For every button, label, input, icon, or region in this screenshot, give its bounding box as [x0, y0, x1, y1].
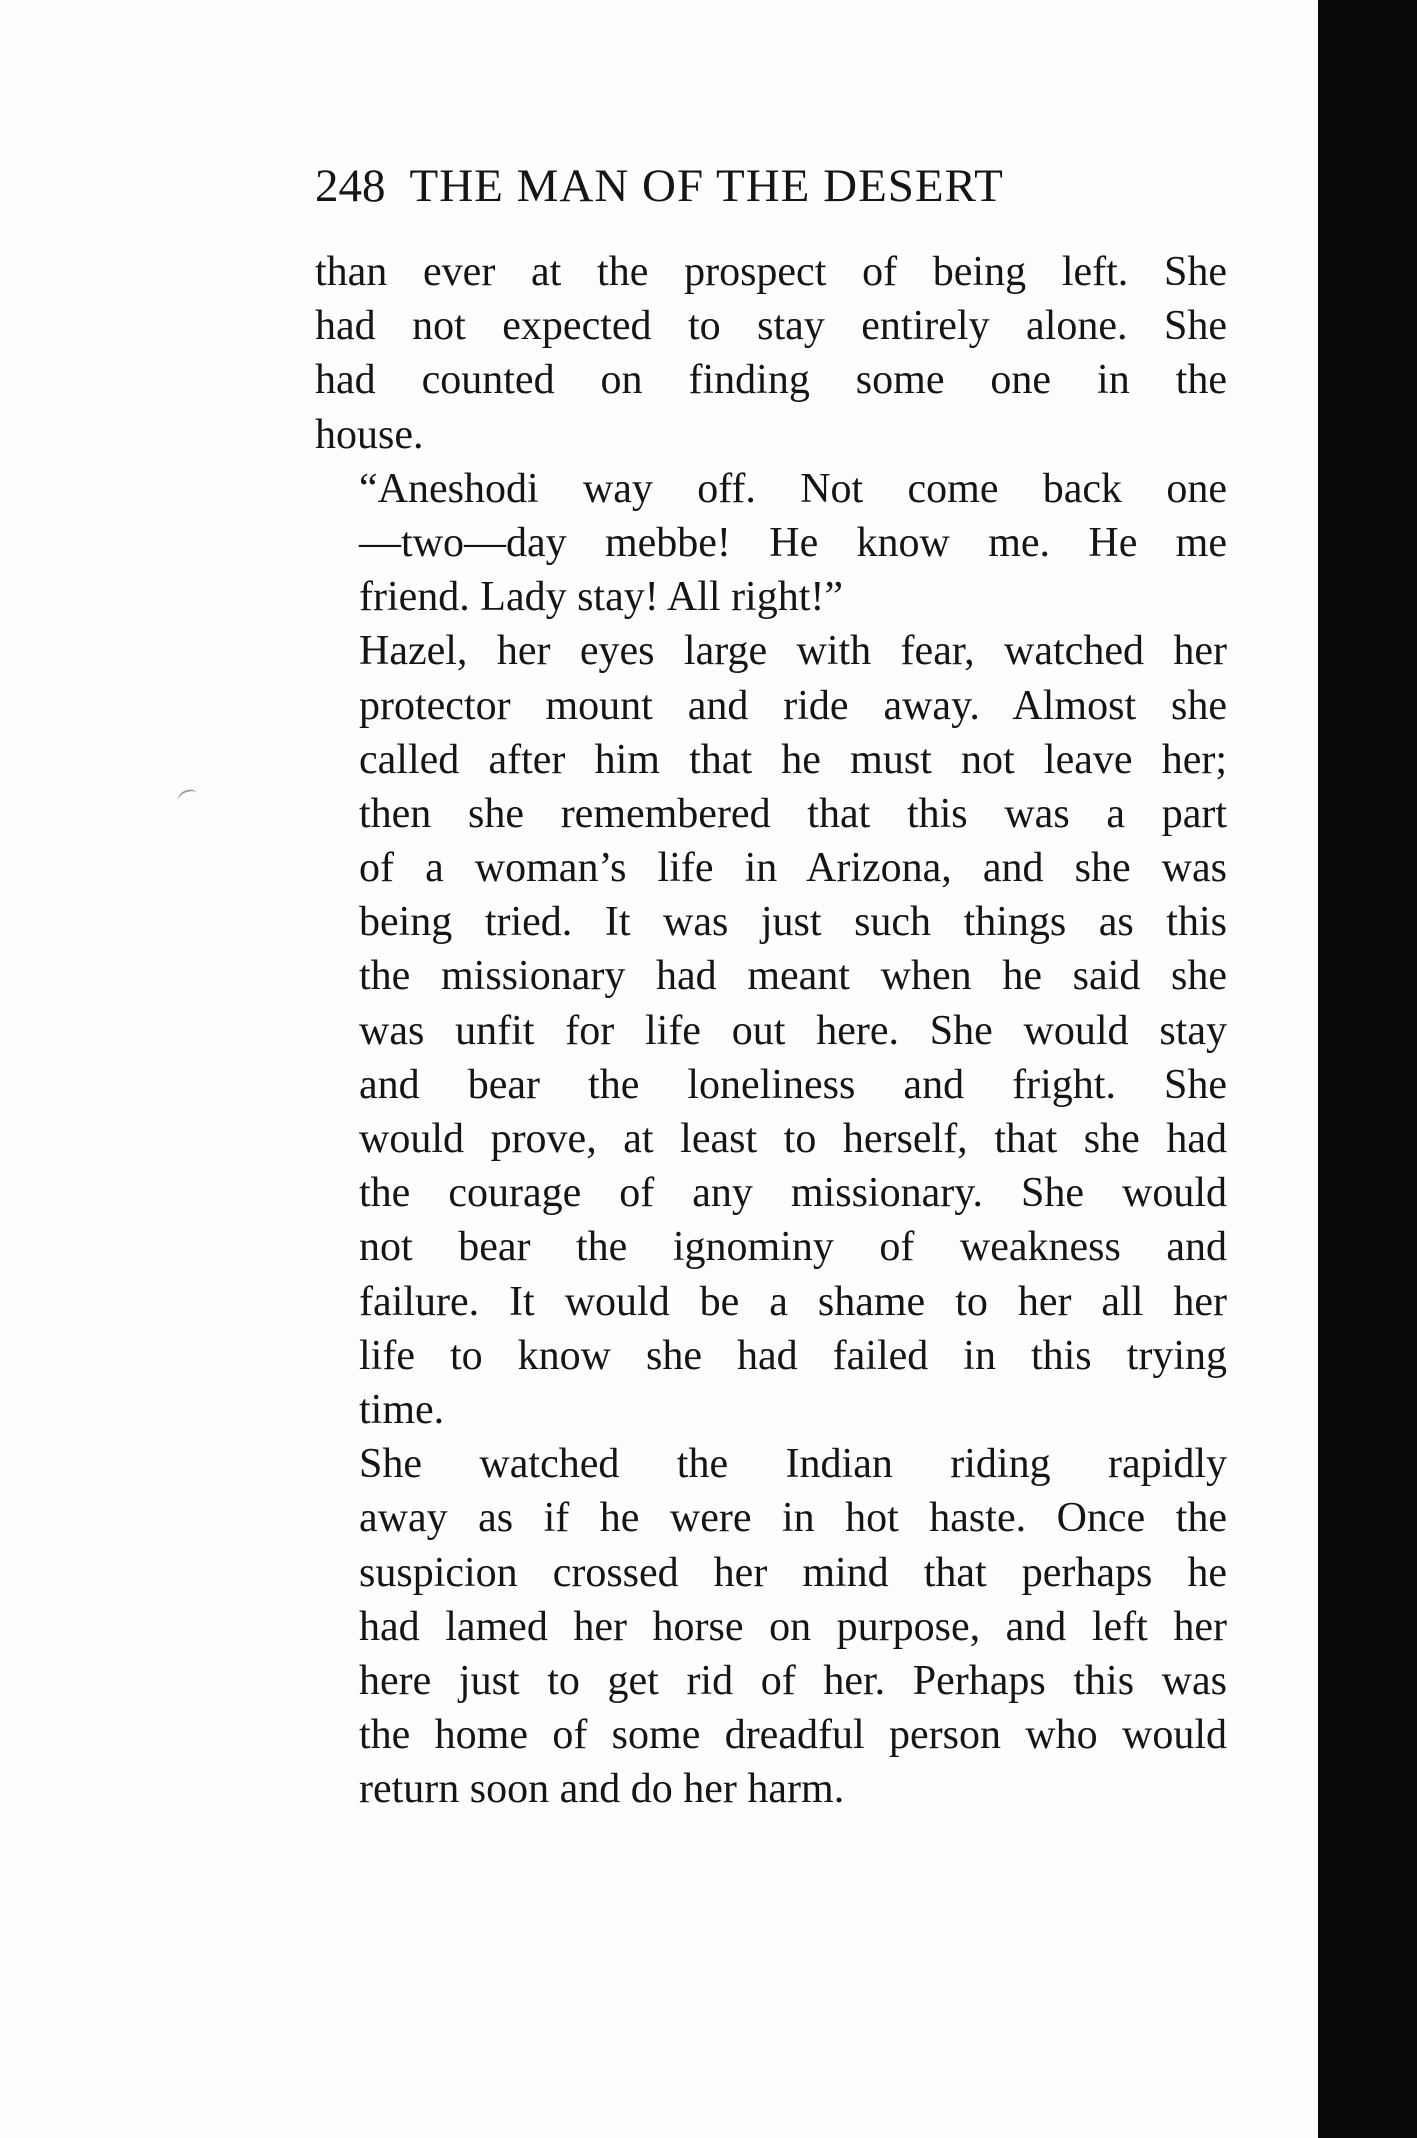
text-line: Hazel, her eyes large with fear, watched her [359, 628, 1227, 675]
paragraph [315, 624, 1227, 1437]
text-line: time. [359, 1386, 445, 1433]
text-line: —two—day mebbe! He know me. He me [359, 519, 1227, 566]
text-line: then she remembered that this was a part [359, 790, 1227, 837]
running-title: THE MAN OF THE DESERT [409, 160, 1004, 212]
text-line: friend. Lady stay! All right!” [359, 574, 844, 621]
text-line: had counted on finding some one in the [315, 357, 1227, 404]
text-line: “Aneshodi way off. Not come back one [359, 465, 1227, 512]
page-number: 248 [315, 160, 386, 212]
binding-edge-shadow [1318, 0, 1417, 2138]
text-line: here just to get rid of her. Perhaps this was [359, 1657, 1227, 1704]
body-text [315, 245, 1227, 1816]
text-line: not bear the ignominy of weakness and [359, 1224, 1227, 1271]
text-line: life to know she had failed in this trying [359, 1332, 1227, 1379]
text-line: the courage of any missionary. She would [359, 1170, 1227, 1217]
stray-pencil-mark [176, 787, 200, 807]
text-line: suspicion crossed her mind that perhaps he [359, 1549, 1227, 1596]
text-line: being tried. It was just such things as this [359, 899, 1227, 946]
text-line: away as if he were in hot haste. Once the [359, 1495, 1227, 1542]
text-line: than ever at the prospect of being left. She [315, 249, 1227, 295]
text-line: failure. It would be a shame to her all her [359, 1278, 1227, 1325]
text-line: had lamed her horse on purpose, and left her [359, 1603, 1227, 1650]
paragraph [315, 1437, 1227, 1816]
page-header [315, 158, 1235, 214]
paragraph [315, 462, 1227, 625]
text-line: would prove, at least to herself, that she had [359, 1116, 1227, 1162]
text-line: protector mount and ride away. Almost she [359, 682, 1227, 729]
text-line: house. [315, 411, 424, 458]
text-line: and bear the loneliness and fright. She [359, 1061, 1227, 1108]
text-line: return soon and do her harm. [359, 1766, 845, 1813]
text-line: called after him that he must not leave her; [359, 736, 1227, 783]
text-line: had not expected to stay entirely alone. She [315, 303, 1227, 350]
paragraph [315, 245, 1227, 462]
text-line: She watched the Indian riding rapidly [359, 1441, 1227, 1488]
text-line: of a woman’s life in Arizona, and she was [359, 845, 1227, 892]
text-line: the home of some dreadful person who would [359, 1712, 1227, 1759]
text-line: the missionary had meant when he said she [359, 953, 1227, 1000]
text-line: was unfit for life out here. She would stay [359, 1007, 1227, 1054]
